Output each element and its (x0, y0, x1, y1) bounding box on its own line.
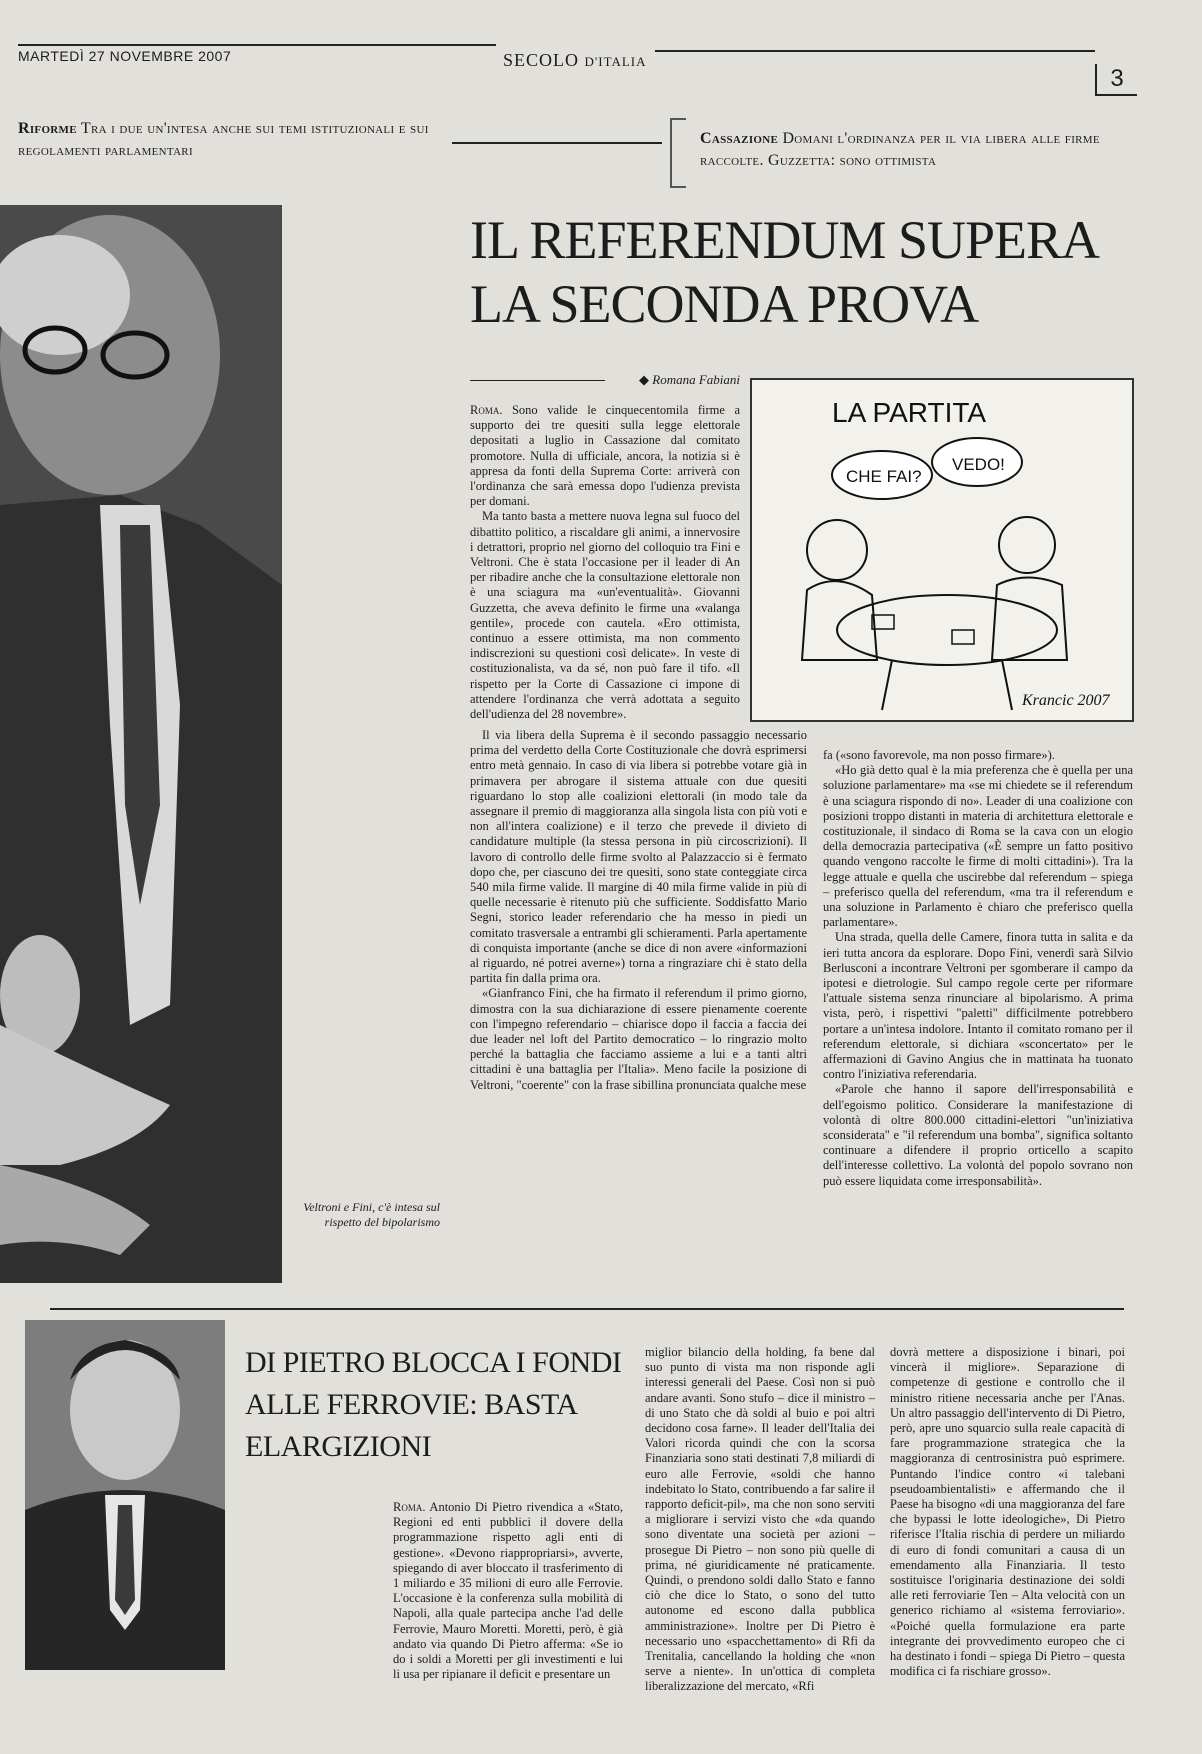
cartoon-illustration (752, 380, 1132, 720)
dateline-city: Roma. (470, 403, 503, 417)
byline-author: Romana Fabiani (652, 372, 740, 387)
second-headline: DI PIETRO BLOCCA I FONDI ALLE FERROVIE: BASTA ELARGIZIONI (245, 1346, 622, 1463)
photo-veltroni-fini (0, 205, 282, 1283)
cartoon-la-partita (750, 378, 1134, 722)
cartoon-title: LA PARTITA (832, 397, 987, 428)
second-article-column-2 (645, 1345, 875, 1695)
paragraph: miglior bilancio della holding, fa bene dal suo punto di vista ma non risponde agli interessi generali del Paese. Così non si può andare avanti. Sono stufo – dice il ministro – di uno Stato che dà soldi al buio e poi altri decidono cosa farne». Il leader dell'Italia dei Valori ricorda quindi che con la scorsa Finanziaria sono stati destinati 7,8 miliardi di euro alle Ferrovie, «soldi che hanno indebitato lo Stato, contribuendo a far salire il rapporto deficit-pil», ma che non sono serviti a migliorare i servizi visto che «da quando sono diventate una società per azioni – prosegue Di Pietro – non sono più quelle di prima, né giuridicamente né praticamente. Quindi, o prendono soldi dallo Stato e fanno ciò che dice lo Stato, o sono del tutto autonome ed escono dalla pubblica amministrazione». Inoltre per Di Pietro è necessario uno «spacchettamento» di Rfi da Trenitalia, cancellando la holding che «non serve a niente». In un'ottica di completa liberalizzazione del mercato, «Rfi (645, 1345, 875, 1694)
article-column-1 (470, 403, 740, 722)
main-headline: IL REFERENDUM SUPERA LA SECONDA PROVA (470, 210, 1097, 334)
paragraph: Ma tanto basta a mettere nuova legna sul fuoco del dibattito politico, a riscaldare gli animi, a innervosire i detrattori, proprio nel giorno del colloquio tra Fini e Veltroni. Che è stata l'occasione per il leader di An per ribadire anche che la consultazione elettorale non è una sciagura ma «un'eventualità». Giovanni Guzzetta, che aveva definito le firme una «valanga gentile», procede con cautela. «Ero ottimista, continuo a essere ottimista, ma non commento indiscrezioni su questioni così delicate». In veste di costituzionalista, va da sé, non può fare il tifo. «Il rispetto per la Corte di Cassazione ci impone di attendere l'ordinanza che verrà adottata a seguito dell'udienza del 28 novembre». (470, 509, 740, 722)
page-number: 3 (1095, 64, 1137, 96)
second-article-column-3 (890, 1345, 1125, 1679)
article-column-2 (470, 728, 807, 1093)
paragraph: fa («sono favorevole, ma non posso firmare»). (823, 748, 1055, 762)
masthead-paper-suffix: D'ITALIA (584, 54, 647, 69)
paragraph: Antonio Di Pietro rivendica a «Stato, Regioni ed enti pubblici il dovere della programmazione rispetto agli enti di gestione». «Devono riappropriarsi», avverte, spiegando di aver bloccato il trasferimento di 1 miliardo e 35 milioni di euro alle Ferrovie. L'occasione è la conferenza sulla mobilità di Napoli, alla quale partecipa anche l'ad delle Ferrovie, Mauro Moretti. Moretti, però, è già andato via quando Di Pietro afferma: «Se io do i soldi a Moretti per gli investimenti e lui li usa per ripianare il deficit e presentare un (393, 1500, 624, 1682)
dateline-city: Roma. (393, 1500, 426, 1514)
section-divider (50, 1308, 1124, 1310)
paragraph: «Ho già detto qual è la mia preferenza che è quella per una soluzione parlamentare» ma «se mi chiedete se il referendum è una sciagura rispondo di no». Leader di una coalizione con posizioni troppo distanti in materia di architettura elettorale e costituzionale, il sindaco di Roma se la cava con un elogio della democrazia partecipativa («È sempre un fatto positivo quando vengono raccolte le firme di molti cittadini»). Tra la legge attuale e quella che uscirebbe dal referendum – spiega – preferisco quella del referendum, «ma tra il referendum e una soluzione in Parlamento è chiaro che preferisco quella parlamentare». (823, 763, 1133, 930)
kicker-bracket (670, 118, 686, 188)
photo-di-pietro-illustration (25, 1320, 225, 1670)
paragraph: Sono valide le cinquecentomila firme a supporto dei tre quesiti sulla legge elettorale depositati a luglio in Cassazione dal comitato promotore. Nulla di ufficiale, ancora, la notizia si è appresa da fonti della Suprema Corte: arriverà con l'ordinanza che sarà emessa dopo l'udienza prevista per domani. (470, 403, 740, 509)
paragraph: «Gianfranco Fini, che ha firmato il referendum il primo giorno, dimostra con la sua dichiarazione di essere pienamente coerente con l'impegno referendario – chiarisce dopo il faccia a faccia dei due leader nel loft del Partito democratico – lo ringrazio molto perché la battaglia che facciamo assieme a lui e a tanti altri cittadini è una battaglia per l'Italia». Meno facile la posizione di Veltroni, "coerente" con la frase sibillina pronunciata qualche mese (470, 986, 807, 1092)
masthead-paper-name (503, 50, 647, 71)
second-article-column-1 (393, 1500, 623, 1682)
cartoon-bubble-right: VEDO! (952, 455, 1005, 474)
kicker-riforme (18, 118, 438, 162)
paragraph: Il via libera della Suprema è il secondo passaggio necessario prima del verdetto della Corte Costituzionale che dovrà esprimersi entro metà gennaio. In caso di via libera si potrebbe votare già in primavera per abrogare il sistema attuale con due quesiti riguardano lo stop alle coalizioni elettorali (in modo tale da assegnare il premio di maggioranza alla singola lista con più voti e non all'intera coalizione) e il terzo che prevede il divieto di candidature multiple (la stessa persona in più circoscrizioni). Il lavoro di controllo delle firme svolto al Palazzaccio si è fermato dopo che, per ciascuno dei tre quesiti, sono state conteggiate circa 540 mila firme valide. Il margine di 40 mila firme valide in più di quelle necessarie è ritenuto più che sufficiente. Soddisfatto Mario Segni, storico leader referendario che ha messo in piedi un comitato trasversale a entrambi gli schieramenti. Parla apertamente di conquista importante (anche se dice di non avere «informazioni al riguardo, né potrei averne») torna a ringraziare chi è stato della partita fin dalla prima ora. (470, 728, 807, 986)
photo-di-pietro (25, 1320, 225, 1670)
masthead-paper-title: SECOLO (503, 50, 580, 70)
paragraph: Una strada, quella delle Camere, finora tutta in salita e da ieri tutta ancora da esplorare. Dopo Fini, venerdì sarà Silvio Berlusconi a incontrare Veltroni per sgomberare il campo da ipotesi e dietrologie. Sul campo regole certe per riformare l'attuale sistema senza rinunciare al bipolarismo. A prima vista, però, i rispettivi "paletti" difficilmente potrebbero portare a un'intesa indolore. Intanto il comitato romano per il referendum elettorale, si dichiara «sconcertato» per le affermazioni di Gavino Angius che in mattinata ha tuonato contro l'iniziativa referendaria. (823, 930, 1133, 1082)
kicker-lead: Cassazione (700, 130, 779, 147)
masthead-rule (18, 44, 496, 46)
kicker-rule (452, 142, 662, 144)
cartoon-bubble-left: CHE FAI? (846, 467, 922, 486)
masthead-rule-right (655, 50, 1095, 52)
masthead-date: MARTEDÌ 27 NOVEMBRE 2007 (18, 48, 232, 64)
kicker-cassazione (700, 128, 1120, 172)
kicker-text: Tra i due un'intesa anche sui temi istituzionali e sui regolamenti parlamentari (18, 120, 429, 159)
cartoon-signature: Krancic 2007 (1022, 692, 1110, 709)
article-column-3 (823, 748, 1133, 1189)
paragraph: «Parole che hanno il sapore dell'irresponsabilità e dell'egoismo politico. Considerare la manifestazione di volontà di oltre 800.000 cittadini-elettori "un'iniziativa sconsiderata" e "il referendum una bomba", significa soltanto continuare a difendere il proprio orticello a scapito dell'interesse collettivo. La volontà del popolo sovrano non può essere liquidata come irresponsabilità». (823, 1082, 1133, 1188)
kicker-lead: Riforme (18, 120, 77, 137)
kicker-text: Domani l'ordinanza per il via libera alle firme raccolte. Guzzetta: sono ottimista (700, 130, 1100, 169)
paragraph: dovrà mettere a disposizione i binari, poi vincerà il migliore». Separazione di competenze di gestione e controllo che il ministro ritiene necessaria anche per l'Anas. Un altro passaggio dell'intervento di Di Pietro, però, apre uno squarcio sulla reale capacità di fare programmazione strategica che la maggioranza di centrosinistra può esprimere. Puntando l'indice contro «i talebani pseudoambientalisti» e affermando che il Paese ha bisogno «di una maggioranza del fare che bypassi le lotte ideologiche», Di Pietro riferisce l'Italia rischia di perdere un miliardo di euro di fondi comunitari a causa di un emendamento alla Finanziaria. Il testo sostituisce l'originaria destinazione dei soldi alle reti ferroviarie Ten – Alta velocità con un generico richiamo al «sistema ferroviario». «Poiché quella formulazione era parte integrante dei provvedimento europeo che ci ha destinato i fondi – spiega Di Pietro – questa modifica ci fa rischiare grosso». (890, 1345, 1125, 1679)
photo-veltroni-illustration (0, 205, 282, 1283)
photo-caption: Veltroni e Fini, c'è intesa sul rispetto del bipolarismo (303, 1200, 440, 1229)
byline: ◆ Romana Fabiani (639, 372, 740, 387)
